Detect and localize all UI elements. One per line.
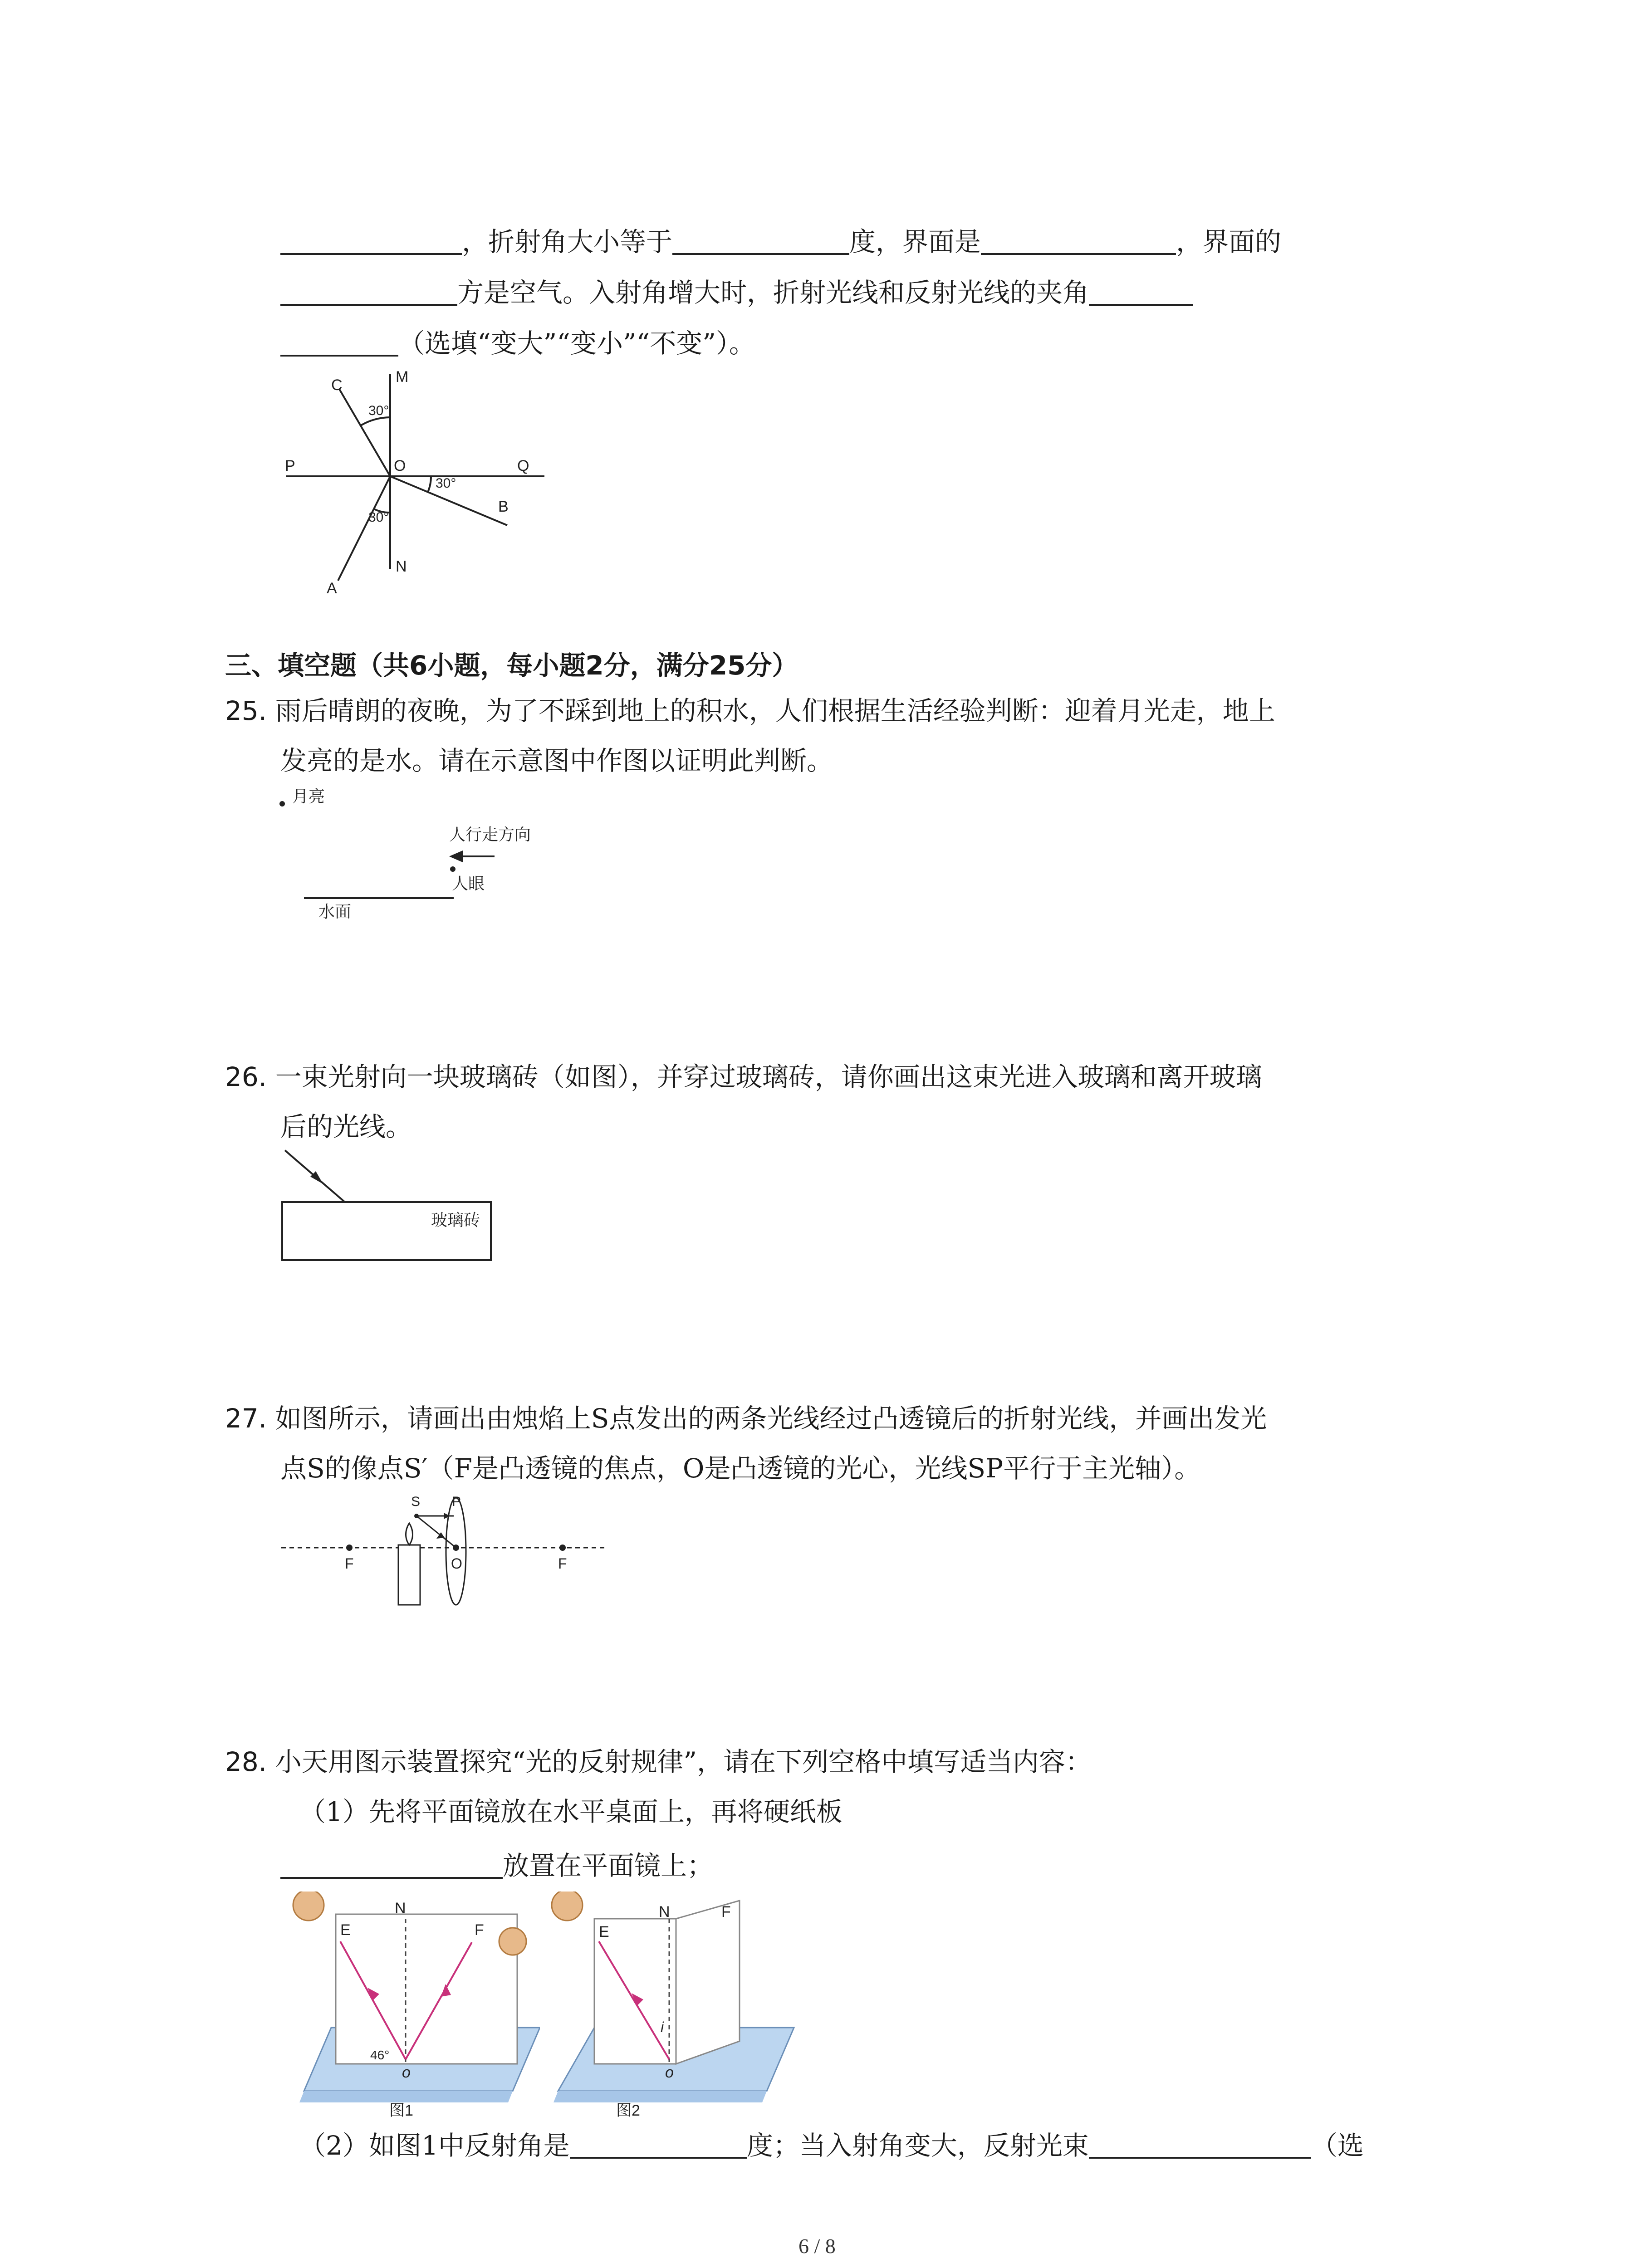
q25-figure[interactable]: [272, 780, 563, 930]
label-water: 水面: [318, 903, 352, 921]
question-number: 25.: [225, 695, 267, 726]
question-number: 26.: [225, 1061, 267, 1092]
caption-fig1: 图1: [389, 2102, 413, 2118]
label-n: N: [395, 1900, 406, 1917]
label-f: F: [721, 1903, 731, 1921]
label-s: S: [411, 1494, 421, 1509]
caption-fig2: 图2: [616, 2102, 640, 2118]
section-heading: 三、填空题（共6小题，每小题2分，满分25分）: [225, 650, 798, 681]
focus-right-point: [559, 1545, 566, 1551]
ray-oa: [338, 476, 390, 581]
walk-arrowhead: [451, 852, 462, 861]
q28-line1: 28. 小天用图示装置探究“光的反射规律”，请在下列空格中填写适当内容：: [225, 1746, 1092, 1777]
moon-point: [279, 801, 285, 807]
angle-arc-right: [428, 476, 431, 492]
question-number: 28.: [225, 1746, 267, 1777]
candle: [398, 1545, 420, 1605]
focus-left-point: [346, 1545, 353, 1551]
label-n: N: [659, 1903, 670, 1921]
answer-blank[interactable]: [280, 226, 462, 255]
label-f: F: [475, 1921, 484, 1939]
mirror-edge-2: [554, 2091, 767, 2102]
q26-line2: 后的光线。: [280, 1111, 412, 1142]
label-q: Q: [517, 457, 529, 474]
q27-line1: 27. 如图所示，请画出由烛焰上S点发出的两条光线经过凸透镜后的折射光线，并画出发光: [225, 1403, 1267, 1434]
label-o: O: [451, 1555, 462, 1572]
convex-lens: [446, 1498, 466, 1605]
label-n: N: [396, 558, 407, 575]
answer-blank[interactable]: [1089, 277, 1193, 306]
q26-line1: 26. 一束光射向一块玻璃砖（如图），并穿过玻璃砖，请你画出这束光进入玻璃和离开玻璃: [225, 1061, 1262, 1092]
answer-blank[interactable]: [1089, 2130, 1311, 2159]
answer-blank[interactable]: [981, 226, 1176, 255]
q27-figure[interactable]: [272, 1488, 617, 1615]
answer-blank[interactable]: [280, 327, 398, 357]
label-a: A: [327, 580, 337, 597]
label-eye: 人眼: [452, 875, 485, 893]
q25-line2: 发亮的是水。请在示意图中作图以证明此判断。: [280, 745, 833, 776]
question-number: 27.: [225, 1403, 267, 1434]
candle-flame: [406, 1523, 413, 1545]
prev-q-line2: 方是空气。入射角增大时，折射光线和反射光线的夹角: [280, 277, 1193, 306]
label-p: P: [452, 1494, 461, 1509]
label-o: o: [665, 2064, 674, 2081]
answer-blank[interactable]: [672, 226, 849, 255]
q28-figure-1: [277, 1892, 540, 2118]
q27-line2: 点S的像点S′（F是凸透镜的焦点，O是凸透镜的光心，光线SP平行于主光轴）。: [280, 1453, 1201, 1484]
ray-oc: [339, 389, 390, 476]
label-f-right: F: [558, 1555, 567, 1572]
label-c: C: [331, 376, 343, 394]
mirror-edge-1: [299, 2091, 513, 2102]
q26-figure[interactable]: [272, 1143, 508, 1270]
q28-sub2: （2）如图1中反射角是 度；当入射角变大，反射光束 （选: [299, 2130, 1364, 2161]
label-b: B: [498, 498, 509, 515]
angle-label-bottom: 30°: [368, 510, 389, 525]
label-i: i: [661, 2019, 664, 2035]
label-m: M: [396, 368, 409, 386]
label-f-left: F: [345, 1555, 354, 1572]
hand-left: [552, 1892, 583, 1921]
angle-label-right: 30°: [436, 476, 456, 491]
label-o: O: [394, 457, 406, 474]
prev-q-line1: ，折射角大小等于 度，界面是 ，界面的: [280, 226, 1281, 255]
q28-sub1: （1）先将平面镜放在水平桌面上，再将硬纸板: [299, 1796, 843, 1827]
label-o: o: [402, 2064, 411, 2081]
label-p: P: [285, 457, 295, 474]
answer-blank[interactable]: [280, 1850, 503, 1879]
ray-so: [416, 1516, 456, 1548]
page-number: 6 / 8: [798, 2234, 836, 2258]
cardboard-half-f-folded: [676, 1901, 740, 2064]
answer-blank[interactable]: [570, 2130, 747, 2159]
cardboard-half-e: [594, 1919, 676, 2064]
q28-sub1-line2: 放置在平面镜上；: [280, 1850, 713, 1879]
hand-left: [293, 1892, 324, 1921]
answer-blank[interactable]: [280, 277, 457, 306]
q25-line1: 25. 雨后晴朗的夜晚，为了不踩到地上的积水，人们根据生活经验判断：迎着月光走，地上: [225, 695, 1275, 726]
label-moon: 月亮: [292, 787, 325, 806]
prev-q-line3: （选填“变大”“变小”“不变”）。: [280, 327, 755, 357]
hand-right: [499, 1928, 526, 1955]
q28-figure-2: [540, 1892, 803, 2118]
cardboard-1: [336, 1914, 517, 2064]
label-glass: 玻璃砖: [431, 1211, 480, 1230]
refraction-diagram: [272, 363, 563, 599]
angle-label: 46°: [370, 2048, 390, 2062]
angle-label-top: 30°: [368, 403, 389, 418]
label-e: E: [599, 1923, 609, 1941]
label-e: E: [340, 1921, 351, 1939]
eye-point: [450, 866, 456, 872]
label-walk-direction: 人行走方向: [449, 826, 531, 844]
angle-arc-top: [361, 417, 390, 425]
